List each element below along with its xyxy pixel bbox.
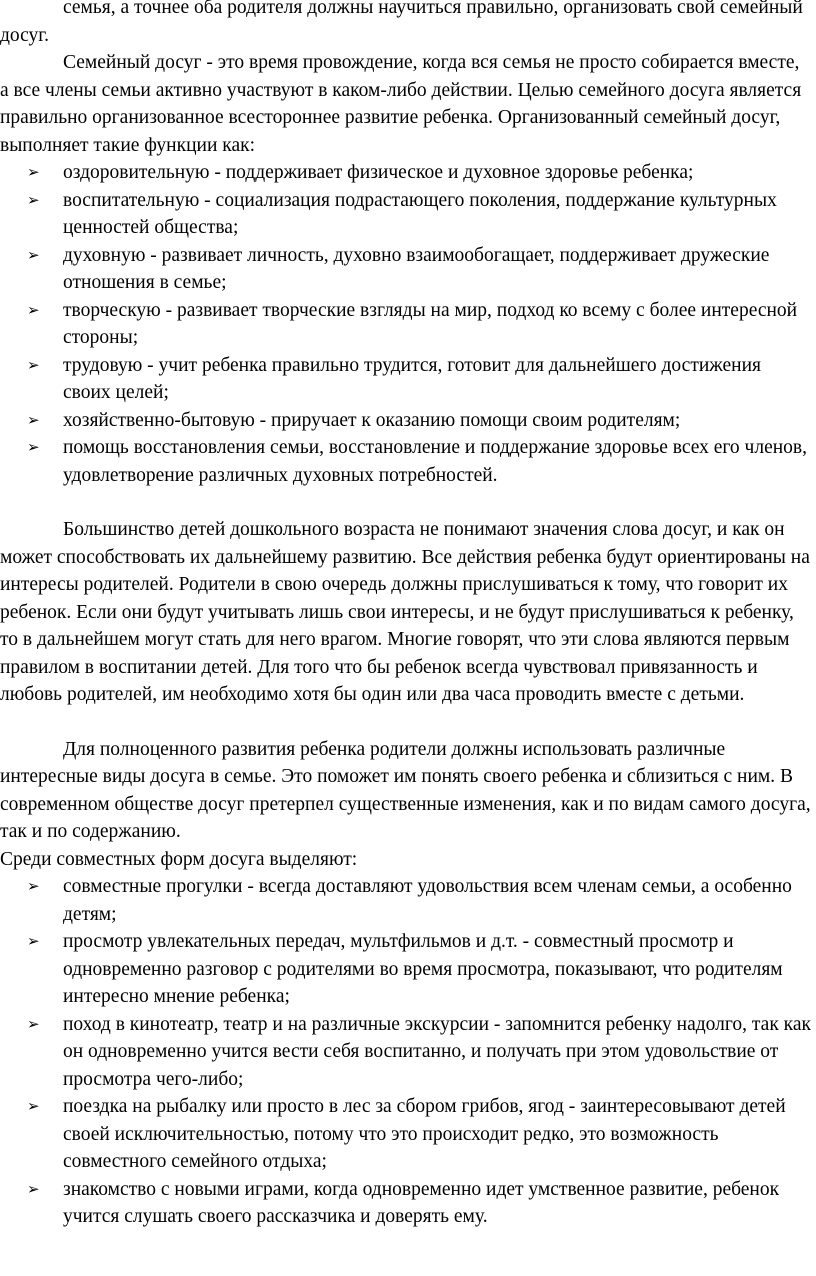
arrow-bullet-icon: ➢ <box>27 245 40 264</box>
list-item-text: помощь восстановления семьи, восстановление и поддержание здоровье всех его членов, удовлетворение различных духовных потребностей. <box>63 437 808 486</box>
arrow-bullet-icon: ➢ <box>27 1014 40 1033</box>
list-item <box>0 434 816 489</box>
list-item <box>0 1176 816 1231</box>
list-item-text: совместные прогулки - всегда доставляют удовольствия всем членам семьи, а особенно детям; <box>63 876 792 925</box>
arrow-bullet-icon: ➢ <box>27 410 40 429</box>
list-item <box>0 407 816 435</box>
list-item <box>0 928 816 1011</box>
arrow-bullet-icon: ➢ <box>27 300 40 319</box>
list-item-text: просмотр увлекательных передач, мультфильмов и д.т. - совместный просмотр и одновременно разговор с родителями во время просмотра, показывают, что родителям интересно мнение ребенка; <box>63 931 783 1007</box>
arrow-bullet-icon: ➢ <box>27 877 40 895</box>
arrow-bullet-icon: ➢ <box>27 190 40 209</box>
joint-forms-list <box>0 873 816 1231</box>
functions-list <box>0 159 816 489</box>
arrow-bullet-icon: ➢ <box>27 1097 40 1115</box>
list-item-text: поход в кинотеатр, театр и на различные экскурсии - запомнится ребенку надолго, так как он одновременно учится вести себя воспитанно, и получать при этом удовольствие от просмотра чего-либо; <box>63 1013 811 1090</box>
list-item <box>0 159 816 187</box>
list-item <box>0 1011 816 1094</box>
paragraph-family-leisure-definition: Семейный досуг - это время провождение, когда вся семья не просто собирается вместе, а все члены семьи активно участвуют в каком-либо действии. Целью семейного досуга является правильно организованное всестороннее развитие ребенка. Организованный семейный досуг, выполняет такие функции как: <box>0 52 802 156</box>
arrow-bullet-icon: ➢ <box>27 932 40 950</box>
list-item-text: трудовую - учит ребенка правильно трудится, готовит для дальнейшего достижения своих целей; <box>63 354 761 403</box>
list-item <box>0 297 816 352</box>
list-item-text: духовную - развивает личность, духовно взаимообогащает, поддерживает дружеские отношения в семье; <box>63 244 770 293</box>
arrow-bullet-icon: ➢ <box>27 355 40 374</box>
list-item-text: поездка на рыбалку или просто в лес за сбором грибов, ягод - заинтересовывают детей своей исключительностью, потому что это происходит редко, это возможность совместного семейного отдыха; <box>63 1096 786 1172</box>
list-item <box>0 1093 816 1176</box>
list-item-text: оздоровительную - поддерживает физическое и духовное здоровье ребенка; <box>63 162 694 183</box>
paragraph-preschool-children: Большинство детей дошкольного возраста не понимают значения слова досуг, и как он может способствовать их дальнейшему развитию. Все действия ребенка будут ориентированы на интересы родителей. Родители в свою очередь должны прислушиваться к тому, что говорит их ребенок. Если они будут учитывать лишь свои интересы, и не будут прислушиваться к ребенку, то в дальнейшем могут стать для него врагом. Многие говорят, что эти слова являются первым правилом в воспитании детей. Для того что бы ребенок всегда чувствовал привязанность и любовь родителей, им необходимо хотя бы один или два часа проводить вместе с детьми. <box>0 519 810 705</box>
list-item <box>0 242 816 297</box>
list-item <box>0 187 816 242</box>
arrow-bullet-icon: ➢ <box>27 438 40 456</box>
paragraph-full-development: Для полноценного развития ребенка родители должны использовать различные интересные виды досуга в семье. Это поможет им понять своего ребенка и сблизиться с ним. В современном обществе досуг претерпел существенные изменения, как и по видам самого досуга, так и по содержанию. <box>0 738 811 842</box>
list-item-text: творческую - развивает творческие взгляды на мир, подход ко всему с более интересной стороны; <box>63 299 798 348</box>
list-item <box>0 352 816 407</box>
arrow-bullet-icon: ➢ <box>27 1179 40 1198</box>
list-item-text: знакомство с новыми играми, когда одновременно идет умственное развитие, ребенок учится слушать своего рассказчика и доверять ему. <box>63 1178 780 1227</box>
list-item-text: хозяйственно-бытовую - приручает к оказанию помощи своим родителям; <box>63 409 681 431</box>
paragraph-joint-forms-intro: Среди совместных форм досуга выделяют: <box>0 848 358 870</box>
arrow-bullet-icon: ➢ <box>27 163 40 181</box>
list-item-text: воспитательную - социализация подрастающего поколения, поддержание культурных ценностей общества; <box>63 189 777 238</box>
paragraph-continuation: семья, а точнее оба родителя должны научиться правильно, организовать свой семейный досуг. <box>0 0 803 46</box>
list-item <box>0 873 816 928</box>
